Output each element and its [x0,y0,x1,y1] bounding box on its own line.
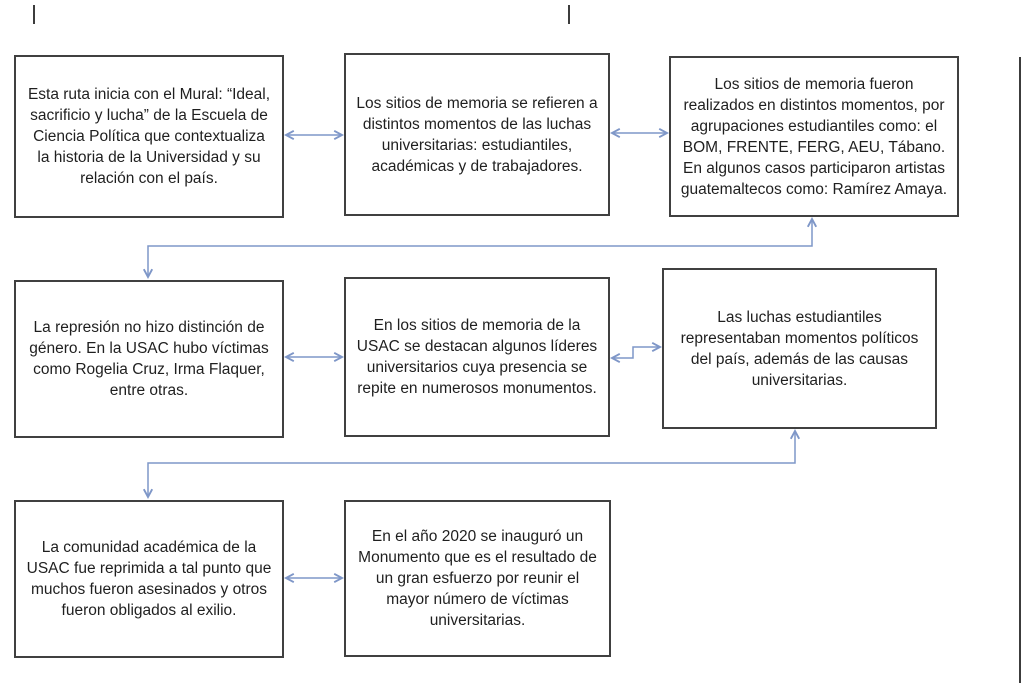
flow-box-8-text: En el año 2020 se inauguró un Monumento que es el resultado de un gran esfuerzo por reunir el mayor número de víctimas universitarias. [358,528,597,629]
flow-box-3 [669,56,959,217]
flow-box-5-text: En los sitios de memoria de la USAC se destacan algunos líderes universitarios cuya presencia se repite en numerosos monumentos. [356,317,598,397]
flow-box-2-text: Los sitios de memoria se refieren a distintos momentos de las luchas universitarias: estudiantiles, académicas y de trabajadores. [356,94,598,175]
crop-mark-center [568,5,570,24]
connector-box5-box6 [612,347,660,358]
crop-mark-left [33,5,35,24]
page-edge-line [1019,57,1021,683]
flow-box-4-text: La represión no hizo distinción de género. En la USAC hubo víctimas como Rogelia Cruz, Irma Flaquer, entre otras. [29,319,269,399]
flow-box-8 [344,500,611,657]
flow-box-7-text: La comunidad académica de la USAC fue reprimida a tal punto que muchos fueron asesinados y otros fueron obligados al exilio. [26,539,272,619]
flow-box-3-text: Los sitios de memoria fueron realizados en distintos momentos, por agrupaciones estudiantiles como: el BOM, FRENTE, FERG, AEU, Tábano. En algunos casos participaron artistas guatemaltecos como: Ramírez Amaya. [680,75,948,198]
flow-box-1-text: Esta ruta inicia con el Mural: “Ideal, sacrificio y lucha” de la Escuela de Ciencia Política que contextualiza la historia de la Universidad y su relación con el país. [27,86,271,187]
flow-box-5 [344,277,610,437]
connector-box6-box7 [148,431,795,497]
flow-box-6 [662,268,937,429]
flow-box-7 [14,500,284,658]
flow-box-6-text: Las luchas estudiantiles representaban momentos políticos del país, además de las causas universitarias. [680,308,919,389]
flow-box-1 [14,55,284,218]
flow-box-2 [344,53,610,216]
flow-box-4 [14,280,284,438]
